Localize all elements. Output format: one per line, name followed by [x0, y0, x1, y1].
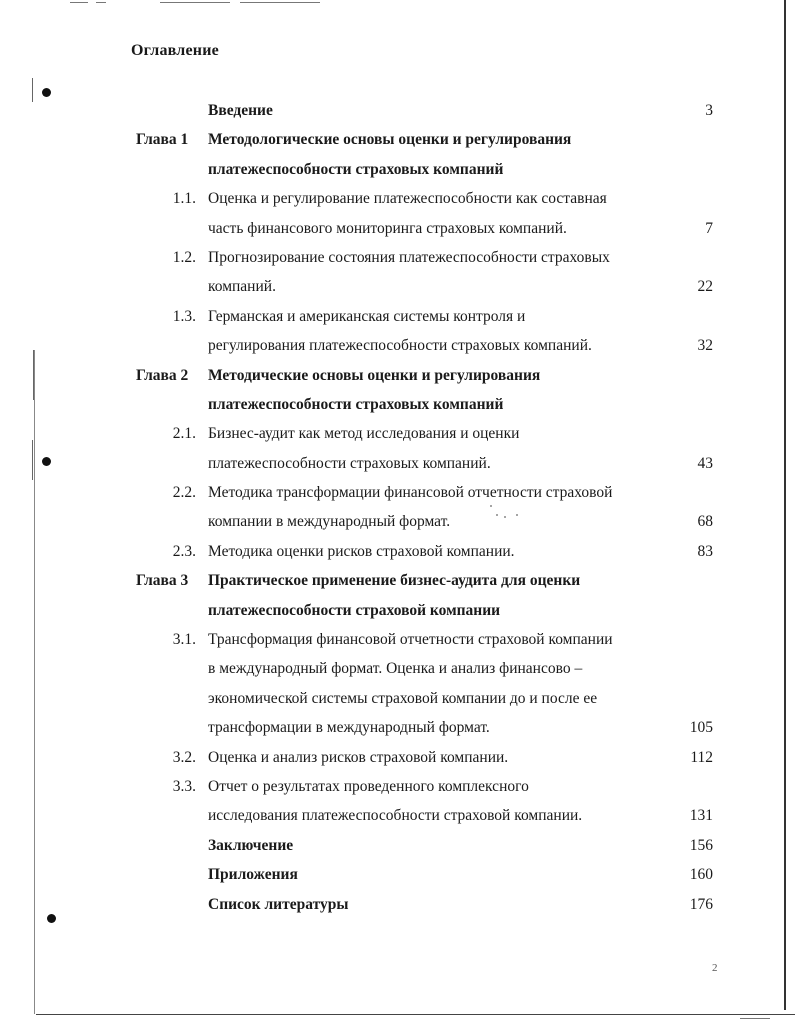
toc-entry-text: Список литературы: [208, 895, 349, 913]
toc-entry: [0, 596, 795, 625]
scan-mark: [70, 2, 88, 3]
toc-entry: [0, 390, 795, 419]
scan-mark: [96, 2, 106, 3]
toc-entry-text: экономической системы страховой компании до и после ее: [208, 689, 598, 707]
toc-entry-text: платежеспособности страховой компании: [208, 601, 501, 619]
toc-page-number: 3: [705, 102, 713, 119]
toc-entry: [0, 449, 795, 478]
toc-entry-text: Методические основы оценки и регулирования: [208, 366, 541, 384]
toc-entry: [0, 860, 795, 889]
toc-entry-text: Методика оценки рисков страховой компании.: [208, 542, 515, 560]
toc-entry: [0, 801, 795, 830]
toc-entry: [0, 625, 795, 654]
scan-edge-bottom: [36, 1014, 795, 1015]
toc-entry-text: часть финансового мониторинга страховых компаний.: [208, 219, 567, 237]
toc-entry: [0, 743, 795, 772]
toc-page-number: 176: [689, 895, 713, 913]
toc-page-number: 105: [689, 719, 713, 737]
toc-section-number: 3.1.: [172, 631, 196, 649]
toc-entry: [0, 684, 795, 713]
toc-page-number: 112: [690, 748, 713, 766]
toc-section-number: 3.2.: [172, 748, 196, 766]
toc-entry: [0, 125, 795, 154]
toc-entry-text: Трансформация финансовой отчетности страховой компании: [208, 631, 613, 649]
toc-chapter-label: Глава 2: [136, 366, 189, 384]
toc-entry-text: Методологические основы оценки и регулирования: [208, 131, 572, 149]
toc-entry-text: Отчет о результатах проведенного комплексного: [208, 777, 529, 795]
toc-entry-text: исследования платежеспособности страховой компании.: [208, 807, 583, 825]
toc-section-number: 2.3.: [172, 542, 196, 560]
toc-entry: [0, 419, 795, 448]
toc-entry-text: платежеспособности страховых компаний: [208, 160, 504, 178]
toc-entry-text: трансформации в международный формат.: [208, 719, 490, 737]
toc-entry-text: Введение: [208, 102, 273, 119]
toc-entry: [0, 331, 795, 360]
toc-entry: [0, 302, 795, 331]
toc-entry-text: регулирования платежеспособности страховых компаний.: [208, 337, 592, 355]
toc-page-number: 160: [689, 866, 713, 884]
toc-entry: [0, 713, 795, 742]
toc-section-number: 3.3.: [172, 777, 196, 795]
page-number: 2: [712, 962, 718, 974]
toc-entry: [0, 361, 795, 390]
toc-entry-text: компании в международный формат.: [208, 513, 451, 531]
toc-entry: [0, 243, 795, 272]
toc-page-number: 156: [689, 836, 713, 854]
toc-page-number: 7: [705, 219, 713, 237]
toc-entry-text: платежеспособности страховых компаний: [208, 395, 504, 413]
toc-entry: [0, 96, 795, 125]
toc-section-number: 1.2.: [172, 248, 196, 266]
toc-entry-text: платежеспособности страховых компаний.: [208, 454, 491, 472]
toc-entry: [0, 272, 795, 301]
toc-page-number: 83: [697, 542, 713, 560]
toc-entry: [0, 654, 795, 683]
toc-page-number: 22: [697, 278, 713, 296]
toc-section-number: 1.1.: [172, 190, 196, 208]
toc-entry-text: компаний.: [208, 278, 276, 296]
toc-entry-text: Прогнозирование состояния платежеспособности страховых: [208, 248, 610, 266]
toc-page-number: 43: [697, 454, 713, 472]
toc-entry: [0, 214, 795, 243]
toc-page-number: 131: [689, 807, 713, 825]
toc-entry-text: Приложения: [208, 866, 298, 884]
toc-chapter-label: Глава 1: [136, 131, 189, 149]
table-of-contents: [0, 96, 795, 919]
toc-entry-text: Заключение: [208, 836, 294, 854]
toc-entry-text: в международный формат. Оценка и анализ финансово –: [208, 660, 583, 678]
toc-entry: [0, 155, 795, 184]
toc-entry: [0, 537, 795, 566]
toc-entry-text: Оценка и анализ рисков страховой компании.: [208, 748, 509, 766]
toc-section-number: 1.3.: [172, 307, 196, 325]
toc-entry: [0, 507, 795, 536]
toc-entry: [0, 184, 795, 213]
toc-entry-text: Оценка и регулирование платежеспособности как составная: [208, 190, 607, 208]
toc-entry-text: Германская и американская системы контроля и: [208, 307, 526, 325]
scan-mark: [240, 2, 320, 3]
toc-section-number: 2.1.: [172, 425, 196, 443]
toc-page-number: 32: [697, 337, 713, 355]
toc-section-number: 2.2.: [172, 484, 196, 502]
toc-entry: [0, 831, 795, 860]
toc-entry: [0, 566, 795, 595]
toc-chapter-label: Глава 3: [136, 572, 189, 590]
toc-entry: [0, 772, 795, 801]
toc-entry-text: Методика трансформации финансовой отчетности страховой: [208, 484, 613, 502]
scan-mark: [740, 1018, 770, 1019]
toc-title: Оглавление: [131, 42, 219, 59]
toc-entry: [0, 890, 795, 919]
toc-entry-text: Бизнес-аудит как метод исследования и оценки: [208, 425, 520, 443]
toc-entry-text: Практическое применение бизнес-аудита для оценки: [208, 572, 581, 590]
toc-entry: [0, 478, 795, 507]
scan-mark: [160, 2, 230, 3]
toc-page-number: 68: [697, 513, 713, 531]
